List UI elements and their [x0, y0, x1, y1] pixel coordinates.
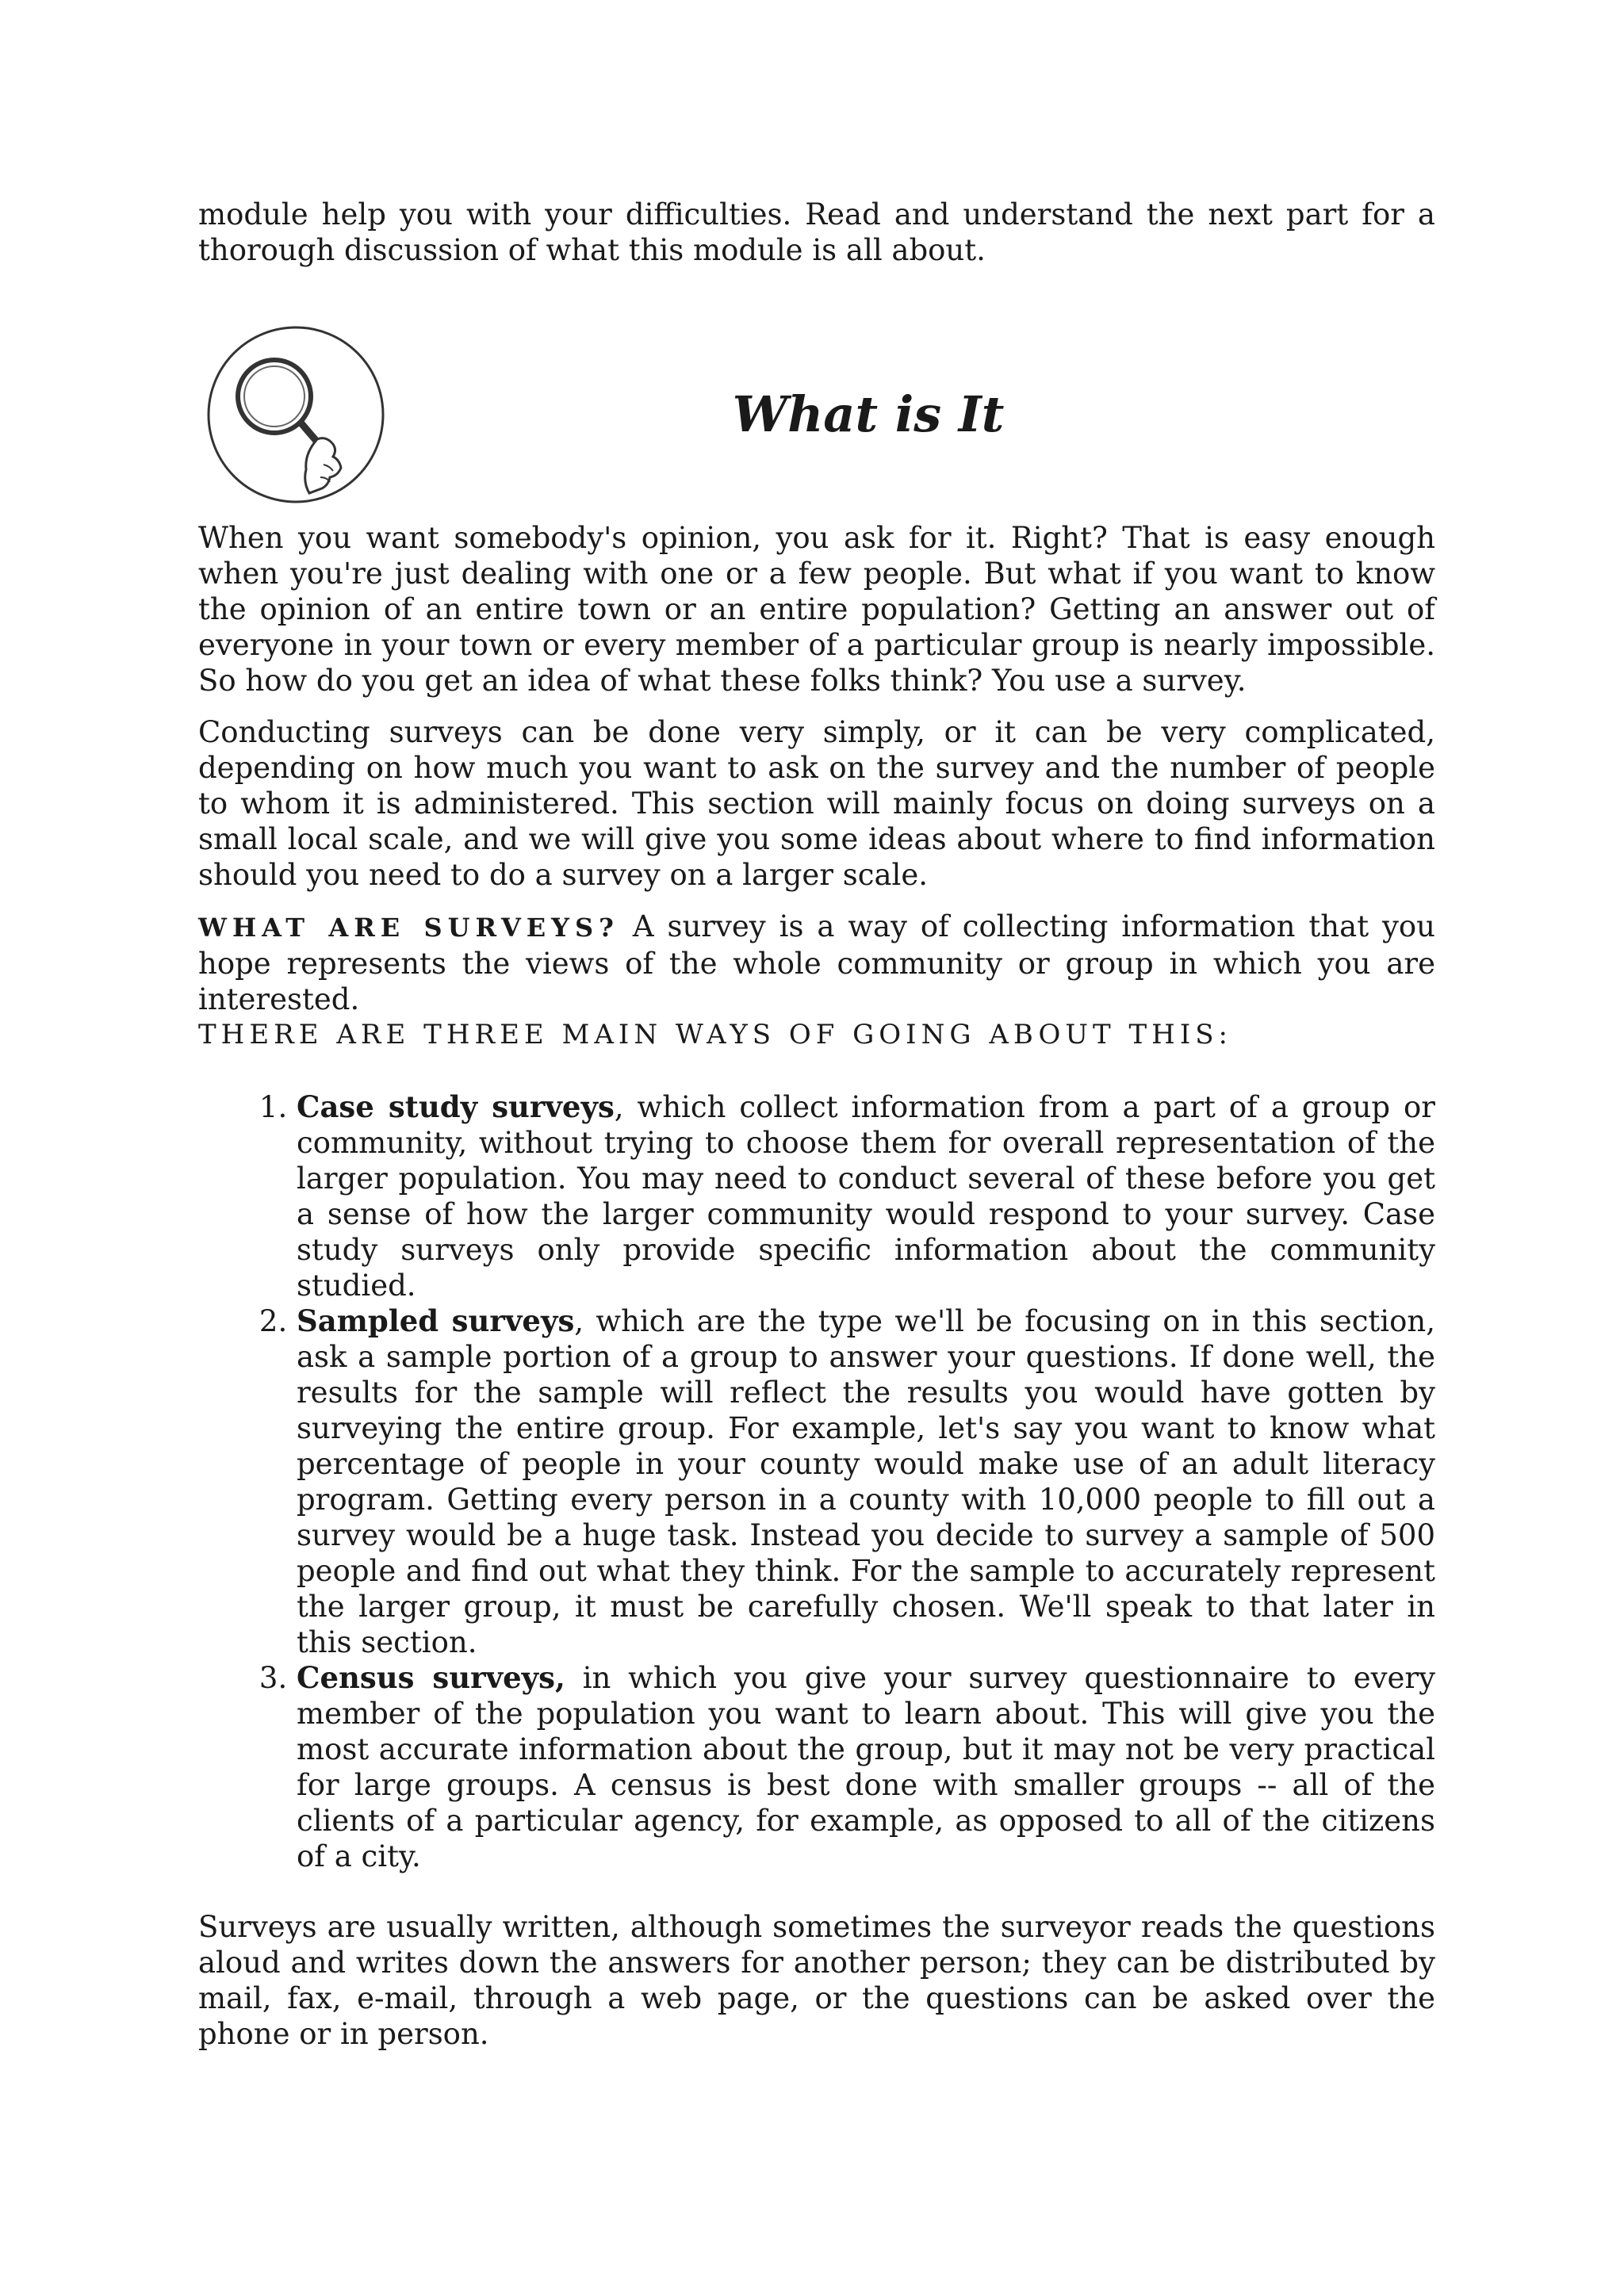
paragraph-conducting: Conducting surveys can be done very simply, or it can be very complicated, depending on how much you want to ask on the survey and the number of people to whom it is administered. This section will mainly focus on doing surveys on a small local scale, and we will give you some ideas about where to find information should you need to do a survey on a larger scale. [198, 715, 1435, 892]
list-item-text: in which you give your survey questionnaire to every member of the population you want to learn about. This will give you the most accurate information about the group, but it may not be very practical for large groups. A census is best done with smaller groups -- all of the clients of a particular agency, for example, as opposed to all of the citizens of a city. [297, 1661, 1435, 1873]
ways-heading: THERE ARE THREE MAIN WAYS OF GOING ABOUT THIS: [198, 1019, 1233, 1050]
section-title: What is It [732, 385, 1005, 443]
list-item-text: , which are the type we'll be focusing on in this section, ask a sample portion of a group to answer your questions. If done well, the results for the sample will reflect the results you would have gotten by surveying the entire group. For example, let's say you want to know what percentage of people in your county would make use of an adult literacy program. Getting every person in a county with 10,000 people to fill out a survey would be a huge task. Instead you decide to survey a sample of 500 people and find out what they think. For the sample to accurately represent the larger group, it must be carefully chosen. We'll speak to that later in this section. [297, 1304, 1435, 1659]
intro-paragraph: module help you with your difficulties. Read and understand the next part for a thorough discussion of what this module is all about. [198, 197, 1435, 267]
list-item [297, 1303, 1435, 1660]
survey-types-list [198, 1089, 1435, 1874]
list-item-term: Sampled surveys [297, 1303, 575, 1338]
list-item-text: , which collect information from a part of a group or community, without trying to choose them for overall representation of the larger population. You may need to conduct several of these before you get a sense of how the larger community would respond to your survey. Case study surveys only provide specific information about the community studied. [297, 1090, 1435, 1303]
definition-heading: WHAT ARE SURVEYS? [198, 913, 619, 943]
paragraph-opinion: When you want somebody's opinion, you ask for it. Right? That is easy enough when you're just dealing with one or a few people. But what if you want to know the opinion of an entire town or an entire population? Getting an answer out of everyone in your town or every member of a particular group is nearly impossible. So how do you get an idea of what these folks think? You use a survey. [198, 521, 1435, 698]
definition-paragraph [198, 909, 1435, 1017]
document-page [198, 197, 1435, 2052]
list-item [297, 1660, 1435, 1874]
list-item-term: Census surveys, [297, 1660, 565, 1695]
list-item [297, 1089, 1435, 1303]
list-item-term: Case study surveys [297, 1089, 615, 1124]
closing-paragraph: Surveys are usually written, although sometimes the surveyor reads the questions aloud and writes down the answers for another person; they can be distributed by mail, fax, e-mail, through a web page, or the questions can be asked over the phone or in person. [198, 1910, 1435, 2051]
definition-text: A survey is a way of collecting information that you hope represents the views of the whole community or group in which you are interested. [198, 909, 1435, 1016]
section-header [198, 323, 1435, 506]
